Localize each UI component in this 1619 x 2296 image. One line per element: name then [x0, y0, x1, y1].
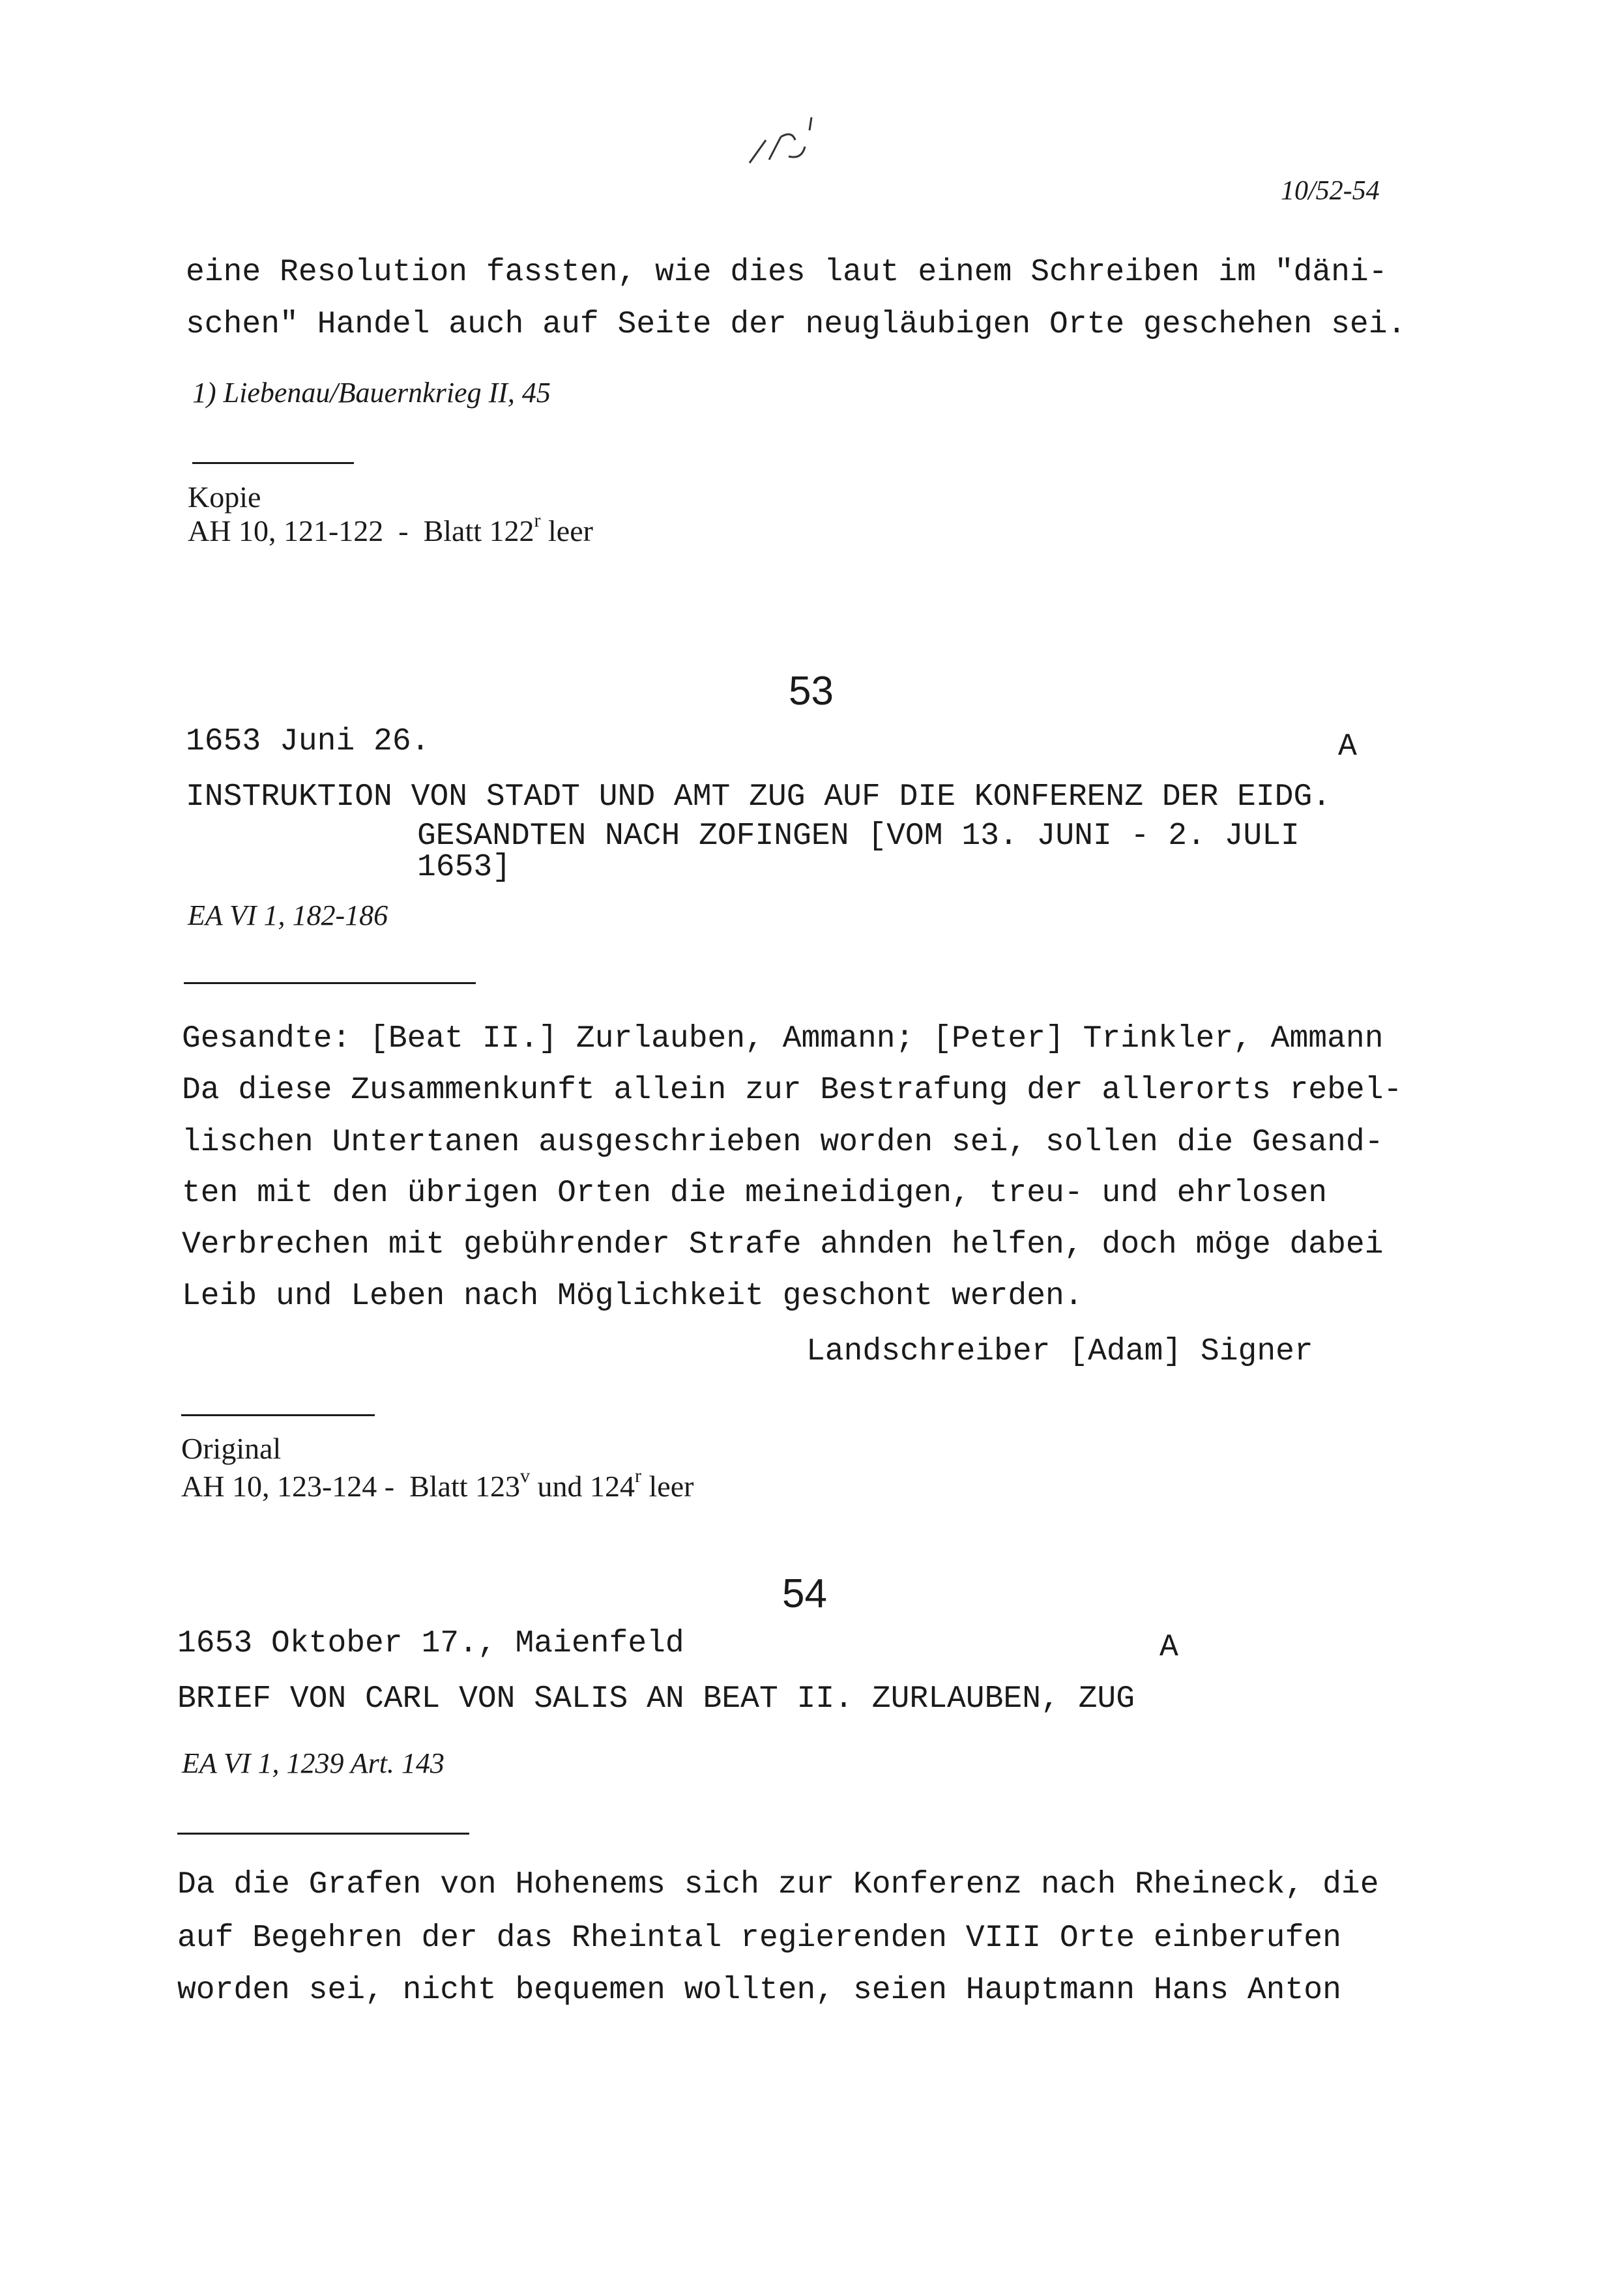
folio-side: r — [534, 510, 541, 531]
source-reference-suffix: leer — [641, 1470, 694, 1503]
continuation-line-2: schen" Handel auch auf Seite der neugläubigen Orte geschehen sei. — [186, 307, 1407, 342]
body-line-4: ten mit den übrigen Orten die meineidigen, treu- und ehrlosen — [182, 1176, 1328, 1211]
document-number: 53 — [789, 669, 834, 714]
page-reference: 10/52-54 — [1281, 176, 1380, 206]
folio-side: r — [635, 1465, 642, 1487]
continuation-line-1: eine Resolution fassten, wie dies laut einem Schreiben im "däni- — [186, 255, 1388, 290]
document-title-line-2: GESANDTEN NACH ZOFINGEN [VOM 13. JUNI - 2. JULI — [417, 819, 1300, 854]
source-type: Original — [181, 1432, 282, 1465]
footnote: 1) Liebenau/Bauernkrieg II, 45 — [192, 377, 551, 409]
body-line-5: Verbrechen mit gebührender Strafe ahnden helfen, doch möge dabei — [182, 1227, 1384, 1262]
document-grade: A — [1338, 729, 1357, 764]
source-reference-suffix: leer — [540, 514, 593, 547]
document-date: 1653 Oktober 17., Maienfeld — [177, 1626, 684, 1661]
source-reference — [188, 510, 593, 547]
document-number: 54 — [782, 1571, 827, 1616]
folio-side: v — [520, 1465, 531, 1487]
document-title-line-3: 1653] — [417, 850, 512, 885]
edition-reference: EA VI 1, 182-186 — [188, 899, 388, 931]
divider — [177, 1833, 469, 1835]
handwritten-mark — [743, 111, 821, 169]
source-reference-text: AH 10, 121-122 - Blatt 122 — [188, 514, 534, 547]
body-line-1: Da die Grafen von Hohenems sich zur Konferenz nach Rheineck, die — [177, 1867, 1379, 1902]
document-title-line-1: INSTRUKTION VON STADT UND AMT ZUG AUF DIE KONFERENZ DER EIDG. — [186, 779, 1332, 815]
source-reference-middle: und 124 — [530, 1470, 635, 1503]
divider — [192, 462, 354, 464]
document-grade: A — [1160, 1630, 1178, 1665]
body-line-2: Da diese Zusammenkunft allein zur Bestrafung der allerorts rebel- — [182, 1073, 1403, 1108]
body-line-2: auf Begehren der das Rheintal regierenden VIII Orte einberufen — [177, 1921, 1341, 1956]
body-line-6: Leib und Leben nach Möglichkeit geschont werden. — [182, 1279, 1083, 1314]
divider — [184, 982, 476, 984]
body-line-1: Gesandte: [Beat II.] Zurlauben, Ammann; [Peter] Trinkler, Ammann — [182, 1021, 1384, 1056]
edition-reference: EA VI 1, 1239 Art. 143 — [182, 1747, 445, 1779]
body-line-3: lischen Untertanen ausgeschrieben worden sei, sollen die Gesand- — [182, 1125, 1384, 1160]
divider — [181, 1414, 375, 1416]
document-title: BRIEF VON CARL VON SALIS AN BEAT II. ZURLAUBEN, ZUG — [177, 1681, 1135, 1717]
source-reference — [181, 1465, 694, 1503]
body-line-3: worden sei, nicht bequemen wollten, seien Hauptmann Hans Anton — [177, 1973, 1341, 2008]
source-reference-text: AH 10, 123-124 - Blatt 123 — [181, 1470, 521, 1503]
source-type: Kopie — [188, 480, 261, 514]
signature: Landschreiber [Adam] Signer — [806, 1334, 1313, 1369]
document-date: 1653 Juni 26. — [186, 724, 430, 759]
